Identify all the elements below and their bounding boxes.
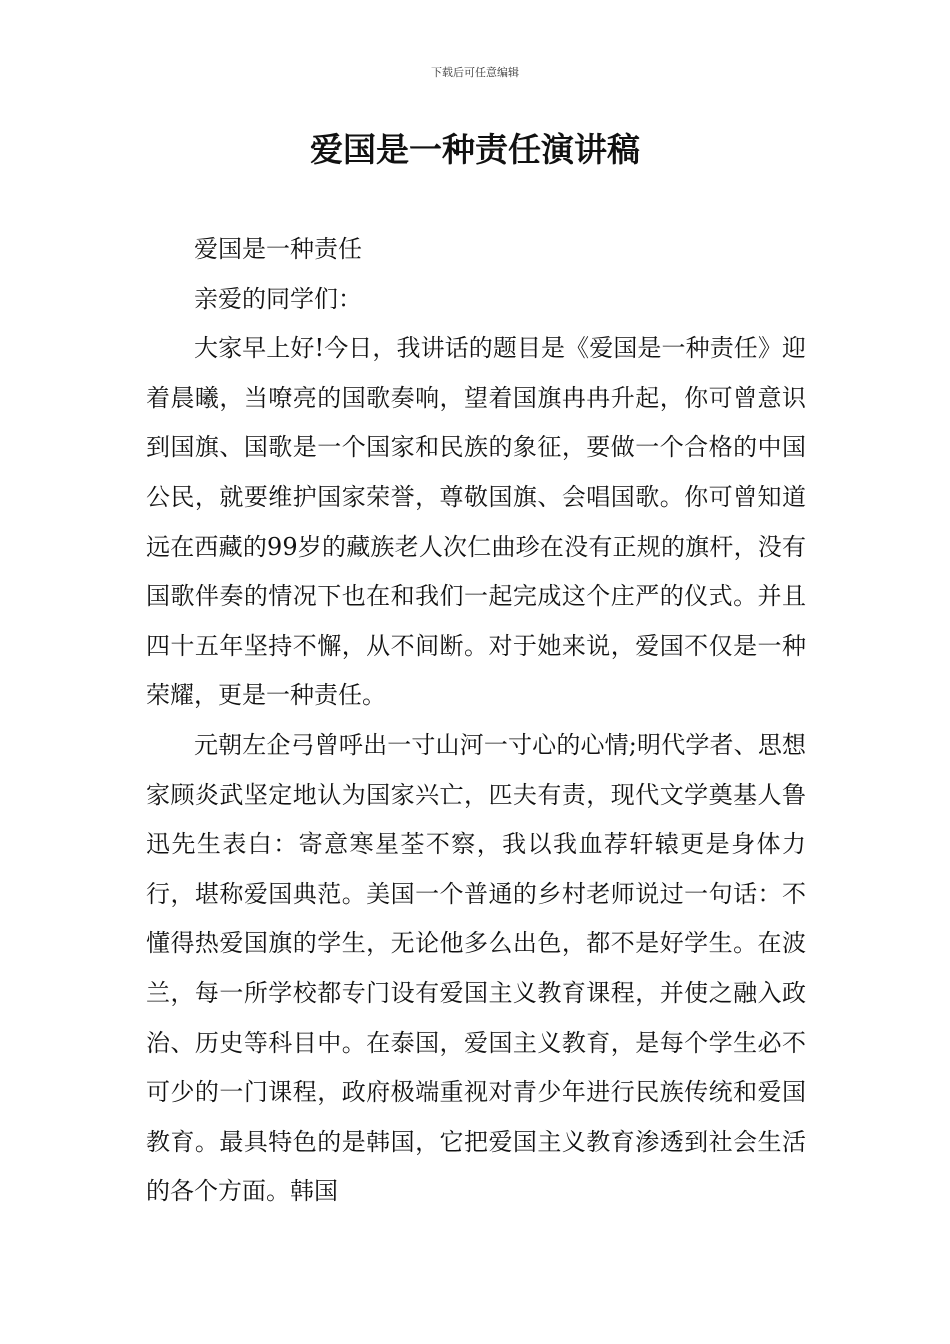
paragraph-subtitle: 爱国是一种责任 <box>194 235 362 263</box>
paragraph-body-2: 元朝左企弓曾呼出一寸山河一寸心的心情;明代学者、思想家顾炎武坚定地认为国家兴亡，匹夫有责，现代文学奠基人鲁迅先生表白：寄意寒星荃不察，我以我血荐轩辕更是身体力行，堪称爱国典范。美国一个普通的乡村老师说过一句话：不懂得热爱国旗的学生，无论他多么出色，都不是好学生。在波兰，每一所学校都专门设有爱国主义教育课程，并使之融入政治、历史等科目中。在泰国，爱国主义教育，是每个学生必不可少的一门课程，政府极端重视对青少年进行民族传统和爱国教育。最具特色的是韩国，它把爱国主义教育渗透到社会生活的各个方面。韩国 <box>146 730 806 1206</box>
paragraph-salutation: 亲爱的同学们： <box>194 284 362 313</box>
page-header-note: 下载后可任意编辑 <box>431 66 519 79</box>
document-body <box>146 225 806 1217</box>
document-title: 爱国是一种责任演讲稿 <box>310 130 640 169</box>
paragraph-body-1: 大家早上好!今日，我讲话的题目是《爱国是一种责任》迎着晨曦，当嘹亮的国歌奏响，望着国旗冉冉升起，你可曾意识到国旗、国歌是一个国家和民族的象征，要做一个合格的中国公民，就要维护国家荣誉，尊敬国旗、会唱国歌。你可曾知道远在西藏的99岁的藏族老人次仁曲珍在没有正规的旗杆，没有国歌伴奏的情况下也在和我们一起完成这个庄严的仪式。并且四十五年坚持不懈，从不间断。对于她来说，爱国不仅是一种荣耀，更是一种责任。 <box>146 334 806 710</box>
